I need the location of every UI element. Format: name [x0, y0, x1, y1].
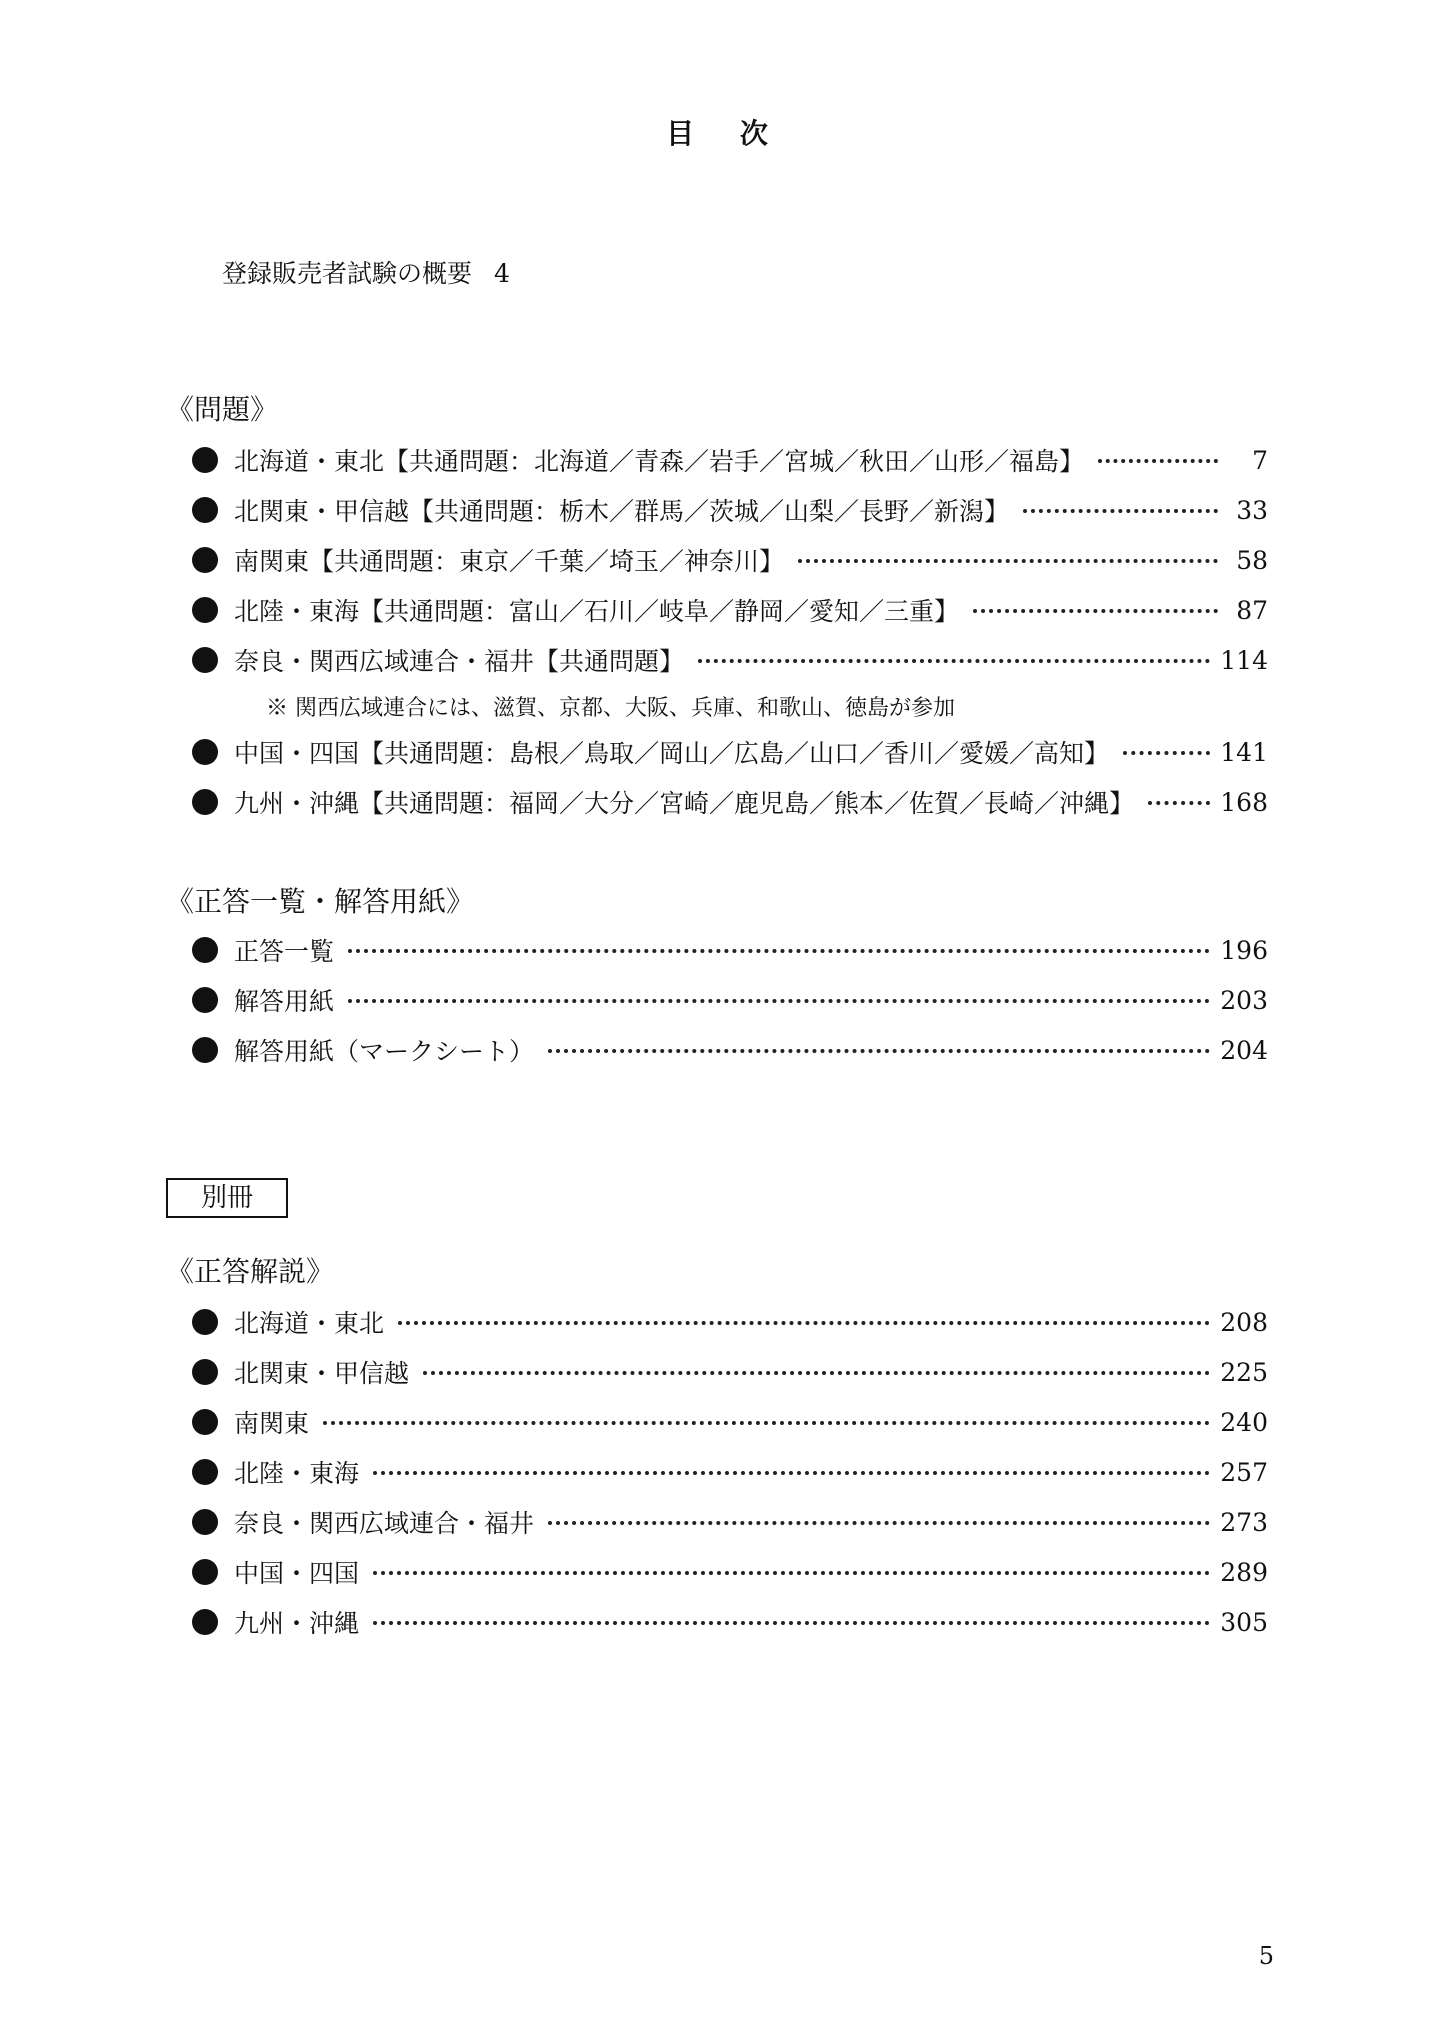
toc-entry-label: 解答用紙（マークシート）: [234, 1037, 535, 1066]
bullet-icon: [192, 739, 218, 765]
dot-leader: [698, 659, 1210, 663]
dot-leader: [548, 1521, 1210, 1525]
separate-volume-label: 別冊: [166, 1178, 288, 1218]
overview-entry[interactable]: [222, 254, 510, 290]
bullet-icon: [192, 1359, 218, 1385]
bullet-icon: [192, 497, 218, 523]
toc-entry[interactable]: [192, 1397, 1268, 1447]
toc-entry-page: 273: [1220, 1507, 1268, 1537]
dot-leader: [1123, 751, 1210, 755]
toc-entry-page: 196: [1220, 935, 1268, 965]
toc-entry[interactable]: [192, 777, 1268, 827]
dot-leader: [1023, 509, 1218, 513]
toc-entry[interactable]: [192, 1347, 1268, 1397]
bullet-icon: [192, 1309, 218, 1335]
dot-leader: [973, 609, 1218, 613]
bullet-icon: [192, 547, 218, 573]
dot-leader: [373, 1471, 1210, 1475]
toc-entry-page: 58: [1236, 545, 1268, 575]
dot-leader: [323, 1421, 1210, 1425]
toc-entry[interactable]: [192, 435, 1268, 485]
dot-leader: [398, 1321, 1210, 1325]
section-heading-problems: 《問題》: [166, 393, 279, 426]
toc-entry[interactable]: [192, 1297, 1268, 1347]
dot-leader: [348, 949, 1210, 953]
toc-entry[interactable]: [192, 925, 1268, 975]
toc-entry-page: 204: [1220, 1035, 1268, 1065]
toc-entry[interactable]: [192, 485, 1268, 535]
toc-entry-label: 九州・沖縄【共通問題：福岡／大分／宮崎／鹿児島／熊本／佐賀／長崎／沖縄】: [234, 789, 1135, 818]
bullet-icon: [192, 1409, 218, 1435]
page-title: 目 次: [666, 117, 786, 150]
toc-entry-page: 305: [1220, 1607, 1268, 1637]
toc-entry[interactable]: [192, 1547, 1268, 1597]
toc-entry[interactable]: [192, 535, 1268, 585]
section-heading-explanations: 《正答解説》: [166, 1255, 335, 1288]
bullet-icon: [192, 1459, 218, 1485]
dot-leader: [348, 999, 1210, 1003]
dot-leader: [373, 1621, 1210, 1625]
toc-list-explanations: [192, 1297, 1268, 1647]
toc-entry-page: 168: [1220, 787, 1268, 817]
toc-entry-page: 33: [1236, 495, 1268, 525]
toc-entry-label: 北陸・東海: [234, 1459, 360, 1488]
toc-entry-page: 289: [1220, 1557, 1268, 1587]
bullet-icon: [192, 647, 218, 673]
toc-entry-page: 225: [1220, 1357, 1268, 1387]
toc-entry-label: 北海道・東北: [234, 1309, 385, 1338]
toc-entry[interactable]: [192, 1447, 1268, 1497]
toc-entry-page: 7: [1252, 445, 1268, 475]
overview-label: 登録販売者試験の概要: [222, 259, 473, 288]
toc-entry[interactable]: [192, 1497, 1268, 1547]
bullet-icon: [192, 597, 218, 623]
toc-entry-label: 北関東・甲信越: [234, 1359, 410, 1388]
toc-entry-page: 240: [1220, 1407, 1268, 1437]
toc-entry-label: 正答一覧: [234, 937, 335, 966]
toc-entry-label: 奈良・関西広域連合・福井【共通問題】: [234, 647, 685, 676]
toc-entry-page: 257: [1220, 1457, 1268, 1487]
dot-leader: [1148, 801, 1210, 805]
toc-note: ※ 関西広域連合には、滋賀、京都、大阪、兵庫、和歌山、徳島が参加: [266, 695, 955, 721]
toc-entry-page: 141: [1220, 737, 1268, 767]
toc-list-problems: [192, 435, 1268, 827]
dot-leader: [423, 1371, 1210, 1375]
toc-entry-label: 北海道・東北【共通問題：北海道／青森／岩手／宮城／秋田／山形／福島】: [234, 447, 1085, 476]
bullet-icon: [192, 1509, 218, 1535]
toc-entry-page: 208: [1220, 1307, 1268, 1337]
bullet-icon: [192, 987, 218, 1013]
dot-leader: [373, 1571, 1210, 1575]
toc-entry-label: 中国・四国: [234, 1559, 360, 1588]
bullet-icon: [192, 1559, 218, 1585]
toc-entry-label: 北関東・甲信越【共通問題：栃木／群馬／茨城／山梨／長野／新潟】: [234, 497, 1010, 526]
overview-page: 4: [494, 259, 510, 288]
bullet-icon: [192, 1037, 218, 1063]
toc-entry[interactable]: [192, 1597, 1268, 1647]
toc-entry-label: 九州・沖縄: [234, 1609, 360, 1638]
toc-entry-page: 203: [1220, 985, 1268, 1015]
toc-entry-label: 解答用紙: [234, 987, 335, 1016]
toc-list-answers: [192, 925, 1268, 1075]
toc-entry-label: 北陸・東海【共通問題：富山／石川／岐阜／静岡／愛知／三重】: [234, 597, 960, 626]
toc-entry-label: 南関東: [234, 1409, 310, 1438]
dot-leader: [1098, 459, 1218, 463]
page-number: 5: [1258, 1942, 1274, 1970]
toc-entry[interactable]: [192, 727, 1268, 777]
toc-entry-label: 奈良・関西広域連合・福井: [234, 1509, 535, 1538]
bullet-icon: [192, 789, 218, 815]
bullet-icon: [192, 447, 218, 473]
toc-entry[interactable]: [192, 1025, 1268, 1075]
toc-entry-page: 87: [1236, 595, 1268, 625]
bullet-icon: [192, 1609, 218, 1635]
toc-entry-label: 中国・四国【共通問題：島根／鳥取／岡山／広島／山口／香川／愛媛／高知】: [234, 739, 1110, 768]
toc-entry[interactable]: [192, 635, 1268, 685]
toc-entry[interactable]: [192, 975, 1268, 1025]
toc-entry-page: 114: [1220, 645, 1268, 675]
toc-entry-label: 南関東【共通問題：東京／千葉／埼玉／神奈川】: [234, 547, 785, 576]
section-heading-answers: 《正答一覧・解答用紙》: [166, 885, 475, 918]
dot-leader: [798, 559, 1218, 563]
toc-entry[interactable]: [192, 585, 1268, 635]
bullet-icon: [192, 937, 218, 963]
dot-leader: [548, 1049, 1210, 1053]
